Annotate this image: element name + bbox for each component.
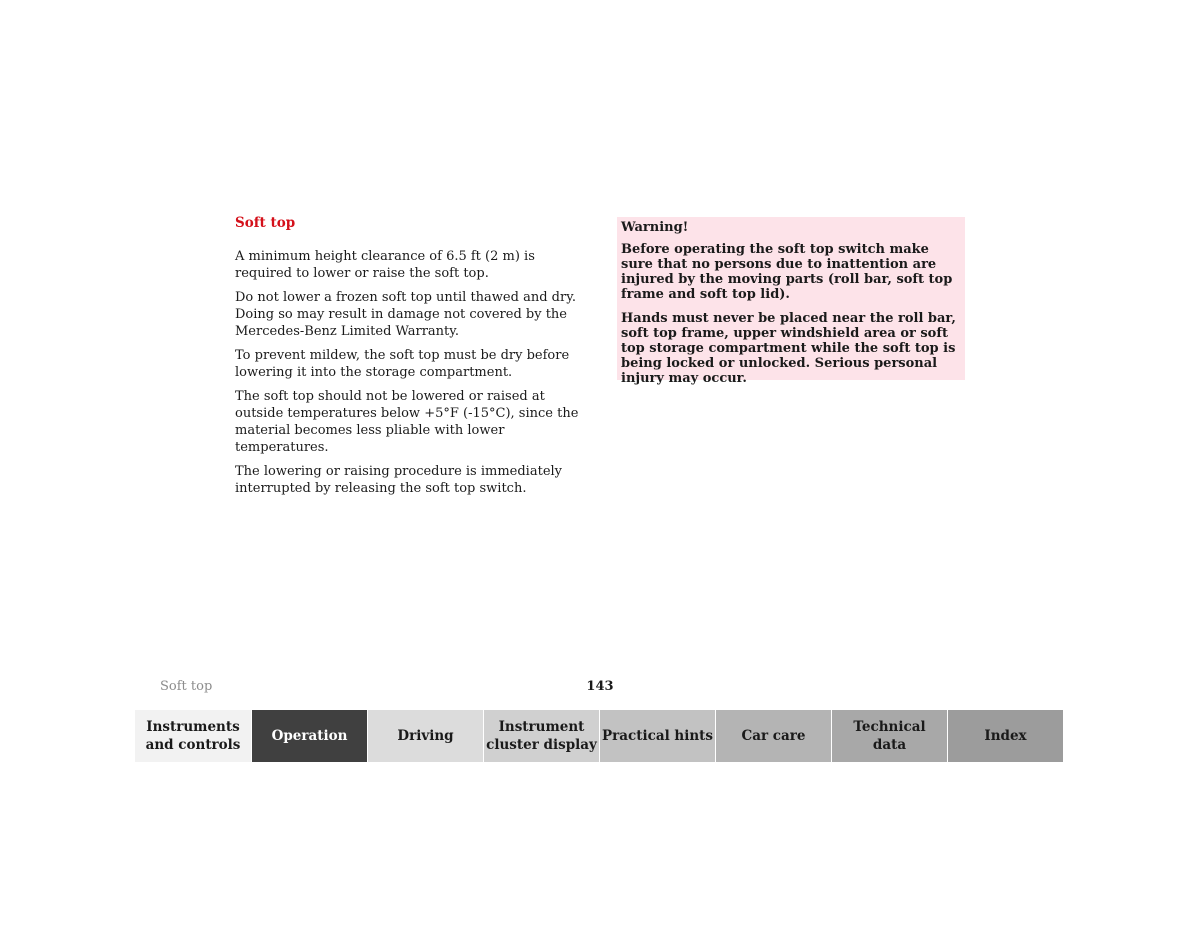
footer-section-label: Soft top	[160, 679, 213, 694]
page-number: 143	[586, 679, 614, 694]
tab-operation[interactable]: Operation	[251, 710, 367, 762]
tab-index[interactable]: Index	[947, 710, 1063, 762]
tab-instruments-and-controls[interactable]: Instruments and controls	[135, 710, 251, 762]
tab-car-care[interactable]: Car care	[715, 710, 831, 762]
tab-technical-data[interactable]: Technical data	[831, 710, 947, 762]
body-text	[235, 248, 585, 504]
warning-title: Warning!	[621, 220, 689, 235]
warning-box	[617, 217, 965, 386]
paragraph: The soft top should not be lowered or raised at outside temperatures below +5°F (-15°C), since the material becomes less pliable with lower temperatures.	[235, 389, 579, 455]
paragraph: Do not lower a frozen soft top until thawed and dry. Doing so may result in damage not covered by the Mercedes-Benz Limited Warranty.	[235, 290, 576, 339]
warning-paragraph: Hands must never be placed near the roll bar, soft top frame, upper windshield area or soft top storage compartment while the soft top is being locked or unlocked. Serious personal injury may occur.	[621, 311, 956, 386]
tab-instrument-cluster-display[interactable]: Instrument cluster display	[483, 710, 599, 762]
section-title: Soft top	[235, 215, 296, 231]
paragraph: To prevent mildew, the soft top must be dry before lowering it into the storage compartment.	[235, 348, 570, 380]
tab-driving[interactable]: Driving	[367, 710, 483, 762]
paragraph: A minimum height clearance of 6.5 ft (2 m) is required to lower or raise the soft top.	[235, 249, 535, 281]
paragraph: The lowering or raising procedure is immediately interrupted by releasing the soft top switch.	[235, 464, 563, 496]
warning-paragraph: Before operating the soft top switch make sure that no persons due to inattention are injured by the moving parts (roll bar, soft top frame and soft top lid).	[621, 242, 953, 302]
chapter-nav	[135, 710, 1064, 762]
tab-practical-hints[interactable]: Practical hints	[599, 710, 715, 762]
